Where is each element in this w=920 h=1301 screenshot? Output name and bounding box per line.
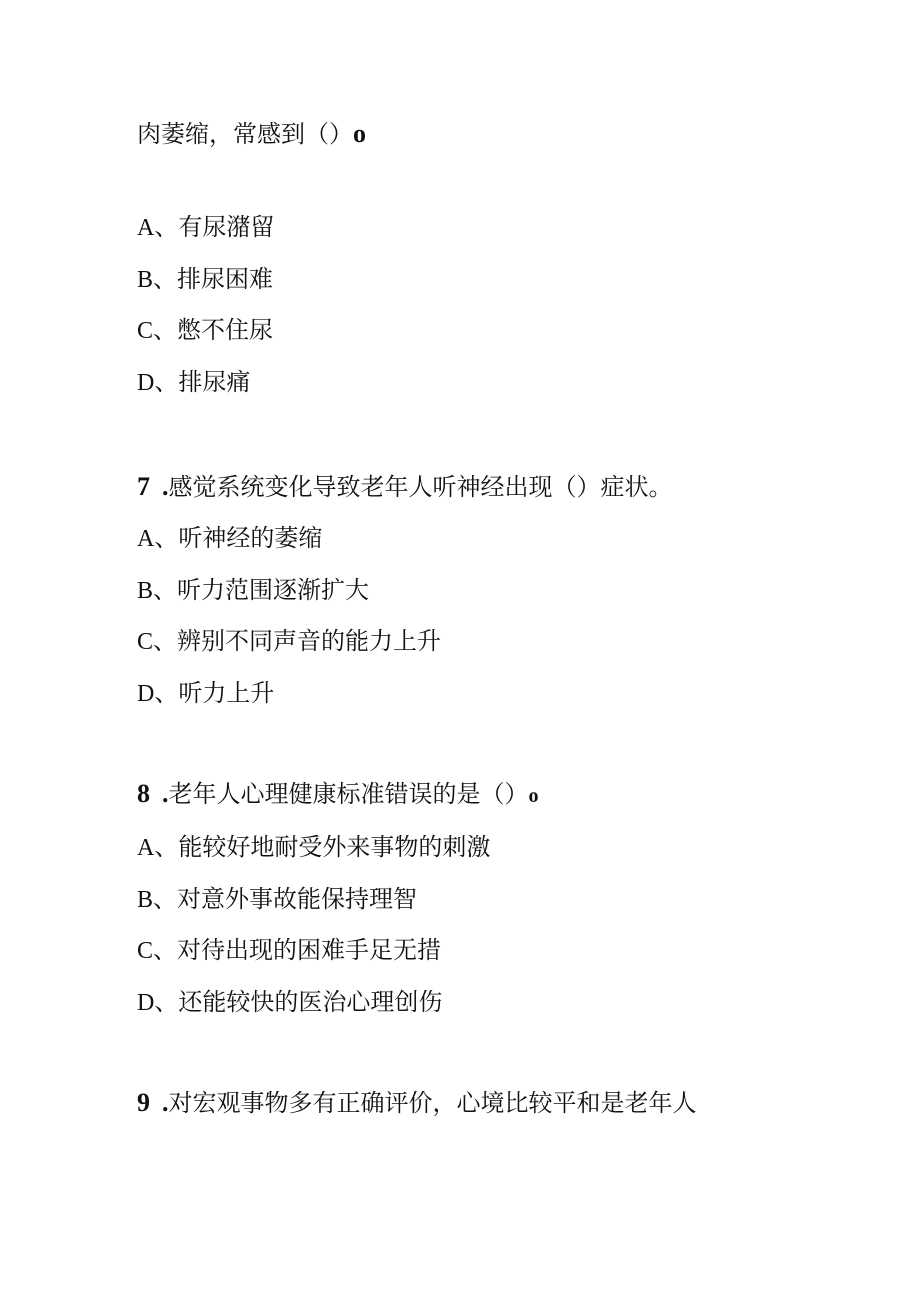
q8-option-b bbox=[137, 883, 417, 916]
q8-option-c bbox=[137, 934, 441, 967]
question-6-stem-continuation bbox=[137, 118, 366, 150]
option-letter: A bbox=[137, 526, 155, 552]
stem-text: 肉萎缩，常感到（） bbox=[137, 120, 353, 148]
option-separator: 、 bbox=[153, 885, 178, 913]
option-text: 对意外事故能保持理智 bbox=[177, 885, 418, 913]
option-letter: A bbox=[137, 215, 155, 241]
option-letter: A bbox=[137, 835, 155, 861]
stem-tail: o bbox=[353, 119, 366, 148]
option-letter: D bbox=[137, 990, 155, 1016]
option-text: 排尿痛 bbox=[178, 368, 251, 396]
option-text: 能较好地耐受外来事物的刺激 bbox=[178, 833, 491, 861]
stem-text: 对宏观事物多有正确评价，心境比较平和是老年人 bbox=[168, 1089, 697, 1117]
option-text: 憋不住尿 bbox=[177, 316, 274, 344]
option-separator: 、 bbox=[153, 265, 178, 293]
q6-option-a bbox=[137, 211, 274, 244]
option-separator: 、 bbox=[154, 988, 179, 1016]
option-letter: B bbox=[137, 578, 154, 604]
option-separator: 、 bbox=[154, 833, 179, 861]
option-letter: B bbox=[137, 267, 154, 293]
option-letter: C bbox=[137, 938, 154, 964]
q7-option-b bbox=[137, 574, 369, 607]
q7-option-a bbox=[137, 522, 322, 555]
option-text: 排尿困难 bbox=[177, 265, 274, 293]
question-dot: . bbox=[162, 472, 169, 501]
option-text: 辨别不同声音的能力上升 bbox=[177, 627, 442, 655]
question-7-stem bbox=[137, 471, 673, 503]
option-separator: 、 bbox=[153, 576, 178, 604]
question-9-stem bbox=[137, 1087, 697, 1119]
q8-option-a bbox=[137, 831, 490, 864]
q6-option-d bbox=[137, 366, 250, 399]
question-number: 7 bbox=[137, 472, 150, 501]
option-separator: 、 bbox=[154, 368, 179, 396]
option-text: 听神经的萎缩 bbox=[178, 524, 323, 552]
option-separator: 、 bbox=[154, 679, 179, 707]
question-8-stem bbox=[137, 778, 539, 812]
stem-text: 老年人心理健康标准错误的是（） bbox=[168, 780, 529, 808]
option-text: 有尿潴留 bbox=[178, 213, 275, 241]
option-separator: 、 bbox=[154, 524, 179, 552]
q6-option-b bbox=[137, 263, 273, 296]
option-text: 听力上升 bbox=[178, 679, 275, 707]
option-separator: 、 bbox=[153, 627, 178, 655]
q7-option-c bbox=[137, 625, 441, 658]
question-number: 9 bbox=[137, 1088, 150, 1117]
option-text: 听力范围逐渐扩大 bbox=[177, 576, 370, 604]
option-separator: 、 bbox=[154, 213, 179, 241]
option-letter: D bbox=[137, 370, 155, 396]
question-dot: . bbox=[162, 1088, 169, 1117]
option-text: 还能较快的医治心理创伤 bbox=[178, 988, 443, 1016]
option-letter: C bbox=[137, 629, 154, 655]
q6-option-c bbox=[137, 314, 273, 347]
q8-option-d bbox=[137, 986, 442, 1019]
q7-option-d bbox=[137, 677, 274, 710]
option-text: 对待出现的困难手足无措 bbox=[177, 936, 442, 964]
question-number: 8 bbox=[137, 779, 150, 808]
option-separator: 、 bbox=[153, 316, 178, 344]
stem-text: 感觉系统变化导致老年人听神经出现（）症状。 bbox=[168, 473, 673, 501]
option-letter: D bbox=[137, 681, 155, 707]
question-dot: . bbox=[162, 779, 169, 808]
stem-tail: o bbox=[528, 785, 539, 807]
option-letter: B bbox=[137, 887, 154, 913]
option-separator: 、 bbox=[153, 936, 178, 964]
option-letter: C bbox=[137, 318, 154, 344]
